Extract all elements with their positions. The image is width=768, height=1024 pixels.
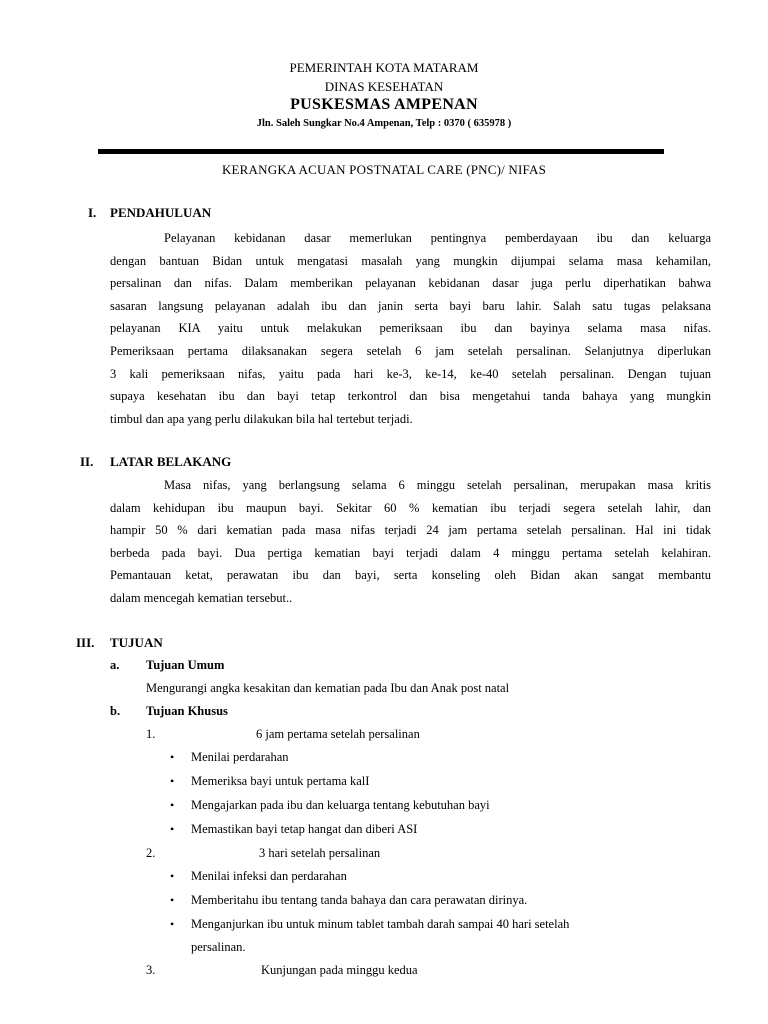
- subsection-title: Tujuan Umum: [146, 658, 225, 672]
- list-item-number: 3.: [146, 963, 156, 977]
- section-paragraph: [110, 227, 711, 430]
- list-item-text: 6 jam pertama setelah persalinan: [256, 727, 420, 741]
- section-title: PENDAHULUAN: [110, 205, 212, 220]
- document-title: KERANGKA ACUAN POSTNATAL CARE (PNC)/ NIFAS: [221, 162, 547, 177]
- bullet-icon: •: [170, 774, 175, 788]
- bullet-icon: •: [170, 893, 175, 907]
- list-item-number: 1.: [146, 727, 156, 741]
- section-number: III.: [76, 635, 95, 650]
- bullet-text: Menilai infeksi dan perdarahan: [191, 869, 347, 883]
- list-item-text: 3 hari setelah persalinan: [259, 846, 381, 860]
- bullet-icon: •: [170, 798, 175, 812]
- subsection-label: a.: [110, 658, 120, 672]
- paragraph-line: pelayanan KIA yaitu untuk melakukan pemeriksaan ibu dan bayinya selama masa nifas.: [110, 321, 711, 336]
- bullet-text: Memberitahu ibu tentang tanda bahaya dan cara perawatan dirinya.: [191, 893, 528, 907]
- paragraph-line: hampir 50 % dari kematian pada masa nifas terjadi 24 jam pertama setelah persalinan. Hal ini tidak: [110, 523, 711, 538]
- header-institution-name: PUSKESMAS AMPENAN: [290, 96, 478, 113]
- section-number: II.: [80, 454, 94, 469]
- section-number: I.: [88, 205, 97, 220]
- header-government: PEMERINTAH KOTA MATARAM: [289, 60, 479, 75]
- bullet-icon: •: [170, 822, 175, 836]
- header-department: DINAS KESEHATAN: [324, 79, 444, 94]
- paragraph-line: timbul dan apa yang perlu dilakukan bila hal tertebut terjadi.: [110, 411, 413, 426]
- bullet-text: Menganjurkan ibu untuk minum tablet tambah darah sampai 40 hari setelah: [191, 917, 570, 931]
- paragraph-line: persalinan dan nifas. Dalam memberikan pelayanan kebidanan dasar juga perlu diperhatikan bahwa: [110, 276, 711, 291]
- list-item-number: 2.: [146, 846, 156, 860]
- section-title: TUJUAN: [110, 635, 163, 650]
- bullet-text: Memastikan bayi tetap hangat dan diberi ASI: [191, 822, 418, 836]
- paragraph-line: Masa nifas, yang berlangsung selama 6 minggu setelah persalinan, merupakan masa kritis: [164, 478, 711, 492]
- paragraph-line: Pelayanan kebidanan dasar memerlukan pentingnya pemberdayaan ibu dan keluarga: [164, 231, 711, 245]
- paragraph-line: Pemantauan ketat, perawatan ibu dan bayi, serta konseling oleh Bidan akan sangat membantu: [110, 568, 711, 583]
- paragraph-line: sasaran langsung pelayanan adalah ibu dan janin serta bayi baru lahir. Salah satu tugas pelaksana: [110, 298, 711, 313]
- bullet-text: Memeriksa bayi untuk pertama kalI: [191, 774, 370, 788]
- paragraph-line: dengan bantuan Bidan untuk mengatasi masalah yang mungkin dijumpai selama masa kehamilan,: [110, 253, 711, 268]
- list-item-text: Kunjungan pada minggu kedua: [261, 963, 418, 977]
- subsection-label: b.: [110, 704, 121, 718]
- bullet-icon: •: [170, 917, 175, 931]
- paragraph-line: supaya kesehatan ibu dan bayi tetap terkontrol dan bisa mengetahui tanda bahaya yang mungkin: [110, 389, 711, 404]
- header-address: Jln. Saleh Sungkar No.4 Ampenan, Telp : 0370 ( 635978 ): [256, 118, 512, 129]
- subsection-text: Mengurangi angka kesakitan dan kematian pada Ibu dan Anak post natal: [146, 681, 510, 695]
- bullet-icon: •: [170, 869, 175, 883]
- paragraph-line: berbeda pada bayi. Dua pertiga kematian bayi terjadi dalam 4 minggu pertama setelah kelahiran.: [110, 545, 711, 560]
- header-divider: [98, 149, 664, 154]
- bullet-text: Menilai perdarahan: [191, 750, 289, 764]
- subsection-title: Tujuan Khusus: [146, 704, 228, 718]
- bullet-icon: •: [170, 750, 175, 764]
- paragraph-line: dalam kehidupan ibu maupun bayi. Sekitar 60 % kematian ibu terjadi segera setelah lahir, dan: [110, 500, 711, 515]
- paragraph-line: Pemeriksaan pertama dilaksanakan segera setelah 6 jam setelah persalinan. Selanjutnya diperlukan: [110, 343, 711, 358]
- section-paragraph: [110, 474, 711, 610]
- bullet-text-continuation: persalinan.: [191, 940, 246, 954]
- section-title: LATAR BELAKANG: [110, 454, 232, 469]
- paragraph-line: 3 kali pemeriksaan nifas, yaitu pada hari ke-3, ke-14, ke-40 setelah persalinan. Dengan tujuan: [110, 366, 711, 381]
- bullet-text: Mengajarkan pada ibu dan keluarga tentang kebutuhan bayi: [191, 798, 490, 812]
- paragraph-line: dalam mencegah kematian tersebut..: [110, 590, 293, 605]
